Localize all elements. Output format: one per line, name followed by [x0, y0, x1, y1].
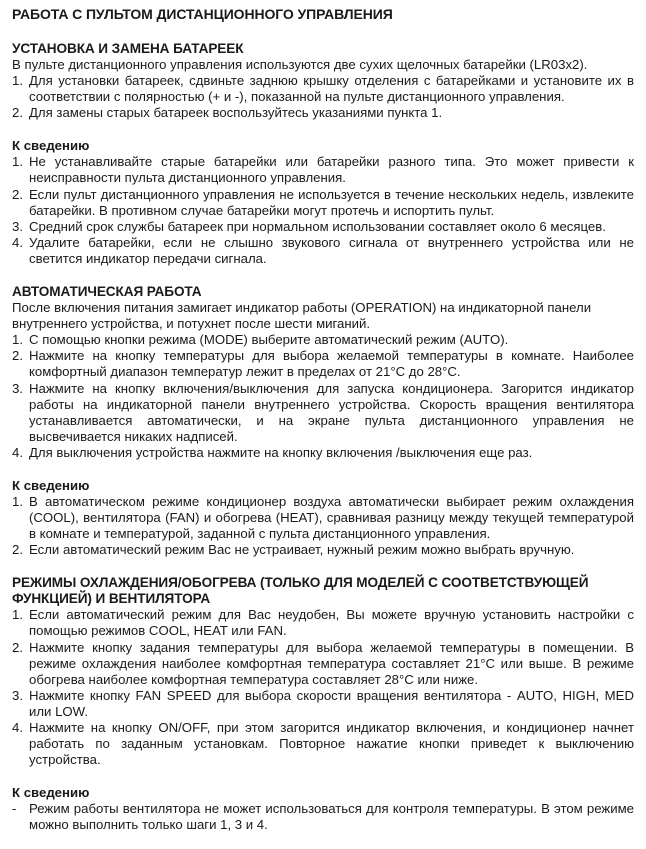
section-auto-operation — [12, 284, 634, 461]
list-marker: 2. — [12, 105, 23, 121]
list-item — [12, 105, 634, 121]
list-marker: 2. — [12, 639, 23, 655]
numbered-list — [12, 607, 634, 768]
list-item-text: Нажмите на кнопку ON/OFF, при этом загорится индикатор включения, и кондиционер начнет работать по заданным установкам. Повторное нажатие кнопки приведет к выключению устройства. — [29, 720, 634, 768]
list-item — [12, 445, 634, 461]
section-cool-heat-fan — [12, 575, 634, 768]
list-item — [12, 187, 634, 219]
document-title: РАБОТА С ПУЛЬТОМ ДИСТАНЦИОННОГО УПРАВЛЕНИЯ — [12, 6, 393, 22]
list-item-text: Нажмите кнопку задания температуры для выбора желаемой температуры в помещении. В режиме охлаждения наиболее комфортная температура составляет 21°С или выше. В режиме обогрева наиболее комфортная температура составляет 28°С или ниже. — [29, 639, 634, 687]
numbered-list — [12, 494, 634, 558]
spacer — [12, 768, 634, 785]
section-heading: УСТАНОВКА И ЗАМЕНА БАТАРЕЕК — [12, 41, 244, 56]
list-marker: 1. — [12, 607, 23, 623]
section-batteries — [12, 41, 634, 121]
list-marker: 1. — [12, 332, 23, 348]
list-item-text: Если автоматический режим Вас не устраивает, нужный режим можно выбрать вручную. — [29, 542, 575, 558]
list-item — [12, 542, 634, 558]
spacer — [12, 267, 634, 284]
section-heading: АВТОМАТИЧЕСКАЯ РАБОТА — [12, 284, 202, 300]
section-intro: После включения питания замигает индикатор работы (OPERATION) на индикаторной панели внутреннего устройства, и потухнет после шести миганий. — [12, 300, 592, 332]
note-heading: К сведению — [12, 785, 90, 801]
list-item — [12, 235, 634, 267]
list-item-text: Нажмите на кнопку включения/выключения для запуска кондиционера. Загорится индикатор работы на индикаторной панели внутреннего устройства. Скорость вращения вентилятора устанавливается автоматически, и на экране пульта дистанционного управления не высвечивается никаких надписей. — [29, 380, 634, 444]
list-item — [12, 332, 634, 348]
list-item-text: Нажмите кнопку FAN SPEED для выбора скорости вращения вентилятора - AUTO, HIGH, MED или LOW. — [29, 687, 634, 719]
list-item-text: Нажмите на кнопку температуры для выбора желаемой температуры в комнате. Наиболее комфортный диапазон температур лежит в пределах от 21°С до 28°С. — [29, 348, 634, 380]
list-item — [12, 381, 634, 445]
list-item — [12, 219, 634, 235]
list-item-text: В автоматическом режиме кондиционер воздуха автоматически выбирает режим охлаждения (COOL), вентилятора (FAN) и обогрева (HEAT), сравнивая разницу между текущей температурой в комнате и температурой, заданной с пульта дистанционного управления. — [29, 493, 634, 542]
numbered-list — [12, 154, 634, 267]
list-item — [12, 688, 634, 720]
list-marker: 2. — [12, 542, 23, 558]
list-item-text: Если пульт дистанционного управления не используется в течение нескольких недель, извлеките батарейки. В противном случае батарейки могут протечь и испортить пульт. — [29, 186, 634, 218]
spacer — [12, 461, 634, 478]
section-note-batteries — [12, 138, 634, 267]
list-marker: 3. — [12, 218, 23, 234]
section-note-fan — [12, 785, 634, 833]
list-marker: 2. — [12, 348, 23, 364]
list-item — [12, 73, 634, 105]
section-note-auto — [12, 478, 634, 558]
numbered-list — [12, 332, 634, 461]
list-marker: 4. — [12, 720, 23, 735]
list-item-text: Средний срок службы батареек при нормальном использовании составляет около 6 месяцев. — [29, 218, 606, 234]
list-item-text: Для выключения устройства нажмите на кнопку включения /выключения еще раз. — [29, 444, 533, 460]
list-item — [12, 494, 634, 542]
list-item-text: Не устанавливайте старые батарейки или батарейки разного типа. Это может привести к неисправности пульта дистанционного управления. — [29, 154, 634, 186]
note-heading: К сведению — [12, 138, 90, 154]
document-page — [12, 6, 634, 833]
spacer — [12, 558, 634, 575]
list-item-text: Удалите батарейки, если не слышно звукового сигнала от внутреннего устройства или не светится индикатор передачи сигнала. — [29, 234, 634, 266]
list-item-text: Режим работы вентилятора не может использоваться для контроля температуры. В этом режиме можно выполнить только шаги 1, 3 и 4. — [29, 801, 634, 833]
list-item-text: Если автоматический режим для Вас неудобен, Вы можете вручную установить настройки с помощью режимов COOL, HEAT или FAN. — [29, 607, 634, 639]
list-item-text: С помощью кнопки режима (MODE) выберите автоматический режим (AUTO). — [29, 332, 509, 348]
numbered-list — [12, 73, 634, 121]
spacer — [12, 121, 634, 138]
list-item — [12, 801, 634, 833]
list-marker: 4. — [12, 444, 23, 460]
list-item — [12, 154, 634, 186]
bullet-list — [12, 801, 634, 833]
list-marker: 2. — [12, 186, 23, 202]
list-marker: - — [12, 801, 17, 817]
section-heading: РЕЖИМЫ ОХЛАЖДЕНИЯ/ОБОГРЕВА (ТОЛЬКО ДЛЯ МОДЕЛЕЙ С СООТВЕТСТВУЮЩЕЙ ФУНКЦИЕЙ) И ВЕНТИЛЯТОРА — [12, 575, 589, 607]
list-item — [12, 640, 634, 688]
list-marker: 1. — [12, 73, 23, 89]
list-marker: 3. — [12, 687, 23, 703]
list-item-text: Для установки батареек, сдвиньте заднюю крышку отделения с батарейками и установите их в соответствии с полярностью (+ и -), показанной на пульте дистанционного управления. — [29, 73, 634, 105]
list-marker: 1. — [12, 154, 23, 170]
list-marker: 4. — [12, 234, 23, 250]
list-item-text: Для замены старых батареек воспользуйтесь указаниями пункта 1. — [29, 105, 443, 121]
section-intro: В пульте дистанционного управления используются две сухих щелочных батарейки (LR03x2). — [12, 57, 588, 72]
list-marker: 3. — [12, 380, 23, 396]
list-item — [12, 720, 634, 768]
note-heading: К сведению — [12, 477, 90, 493]
list-item — [12, 348, 634, 380]
list-marker: 1. — [12, 493, 23, 509]
list-item — [12, 607, 634, 639]
